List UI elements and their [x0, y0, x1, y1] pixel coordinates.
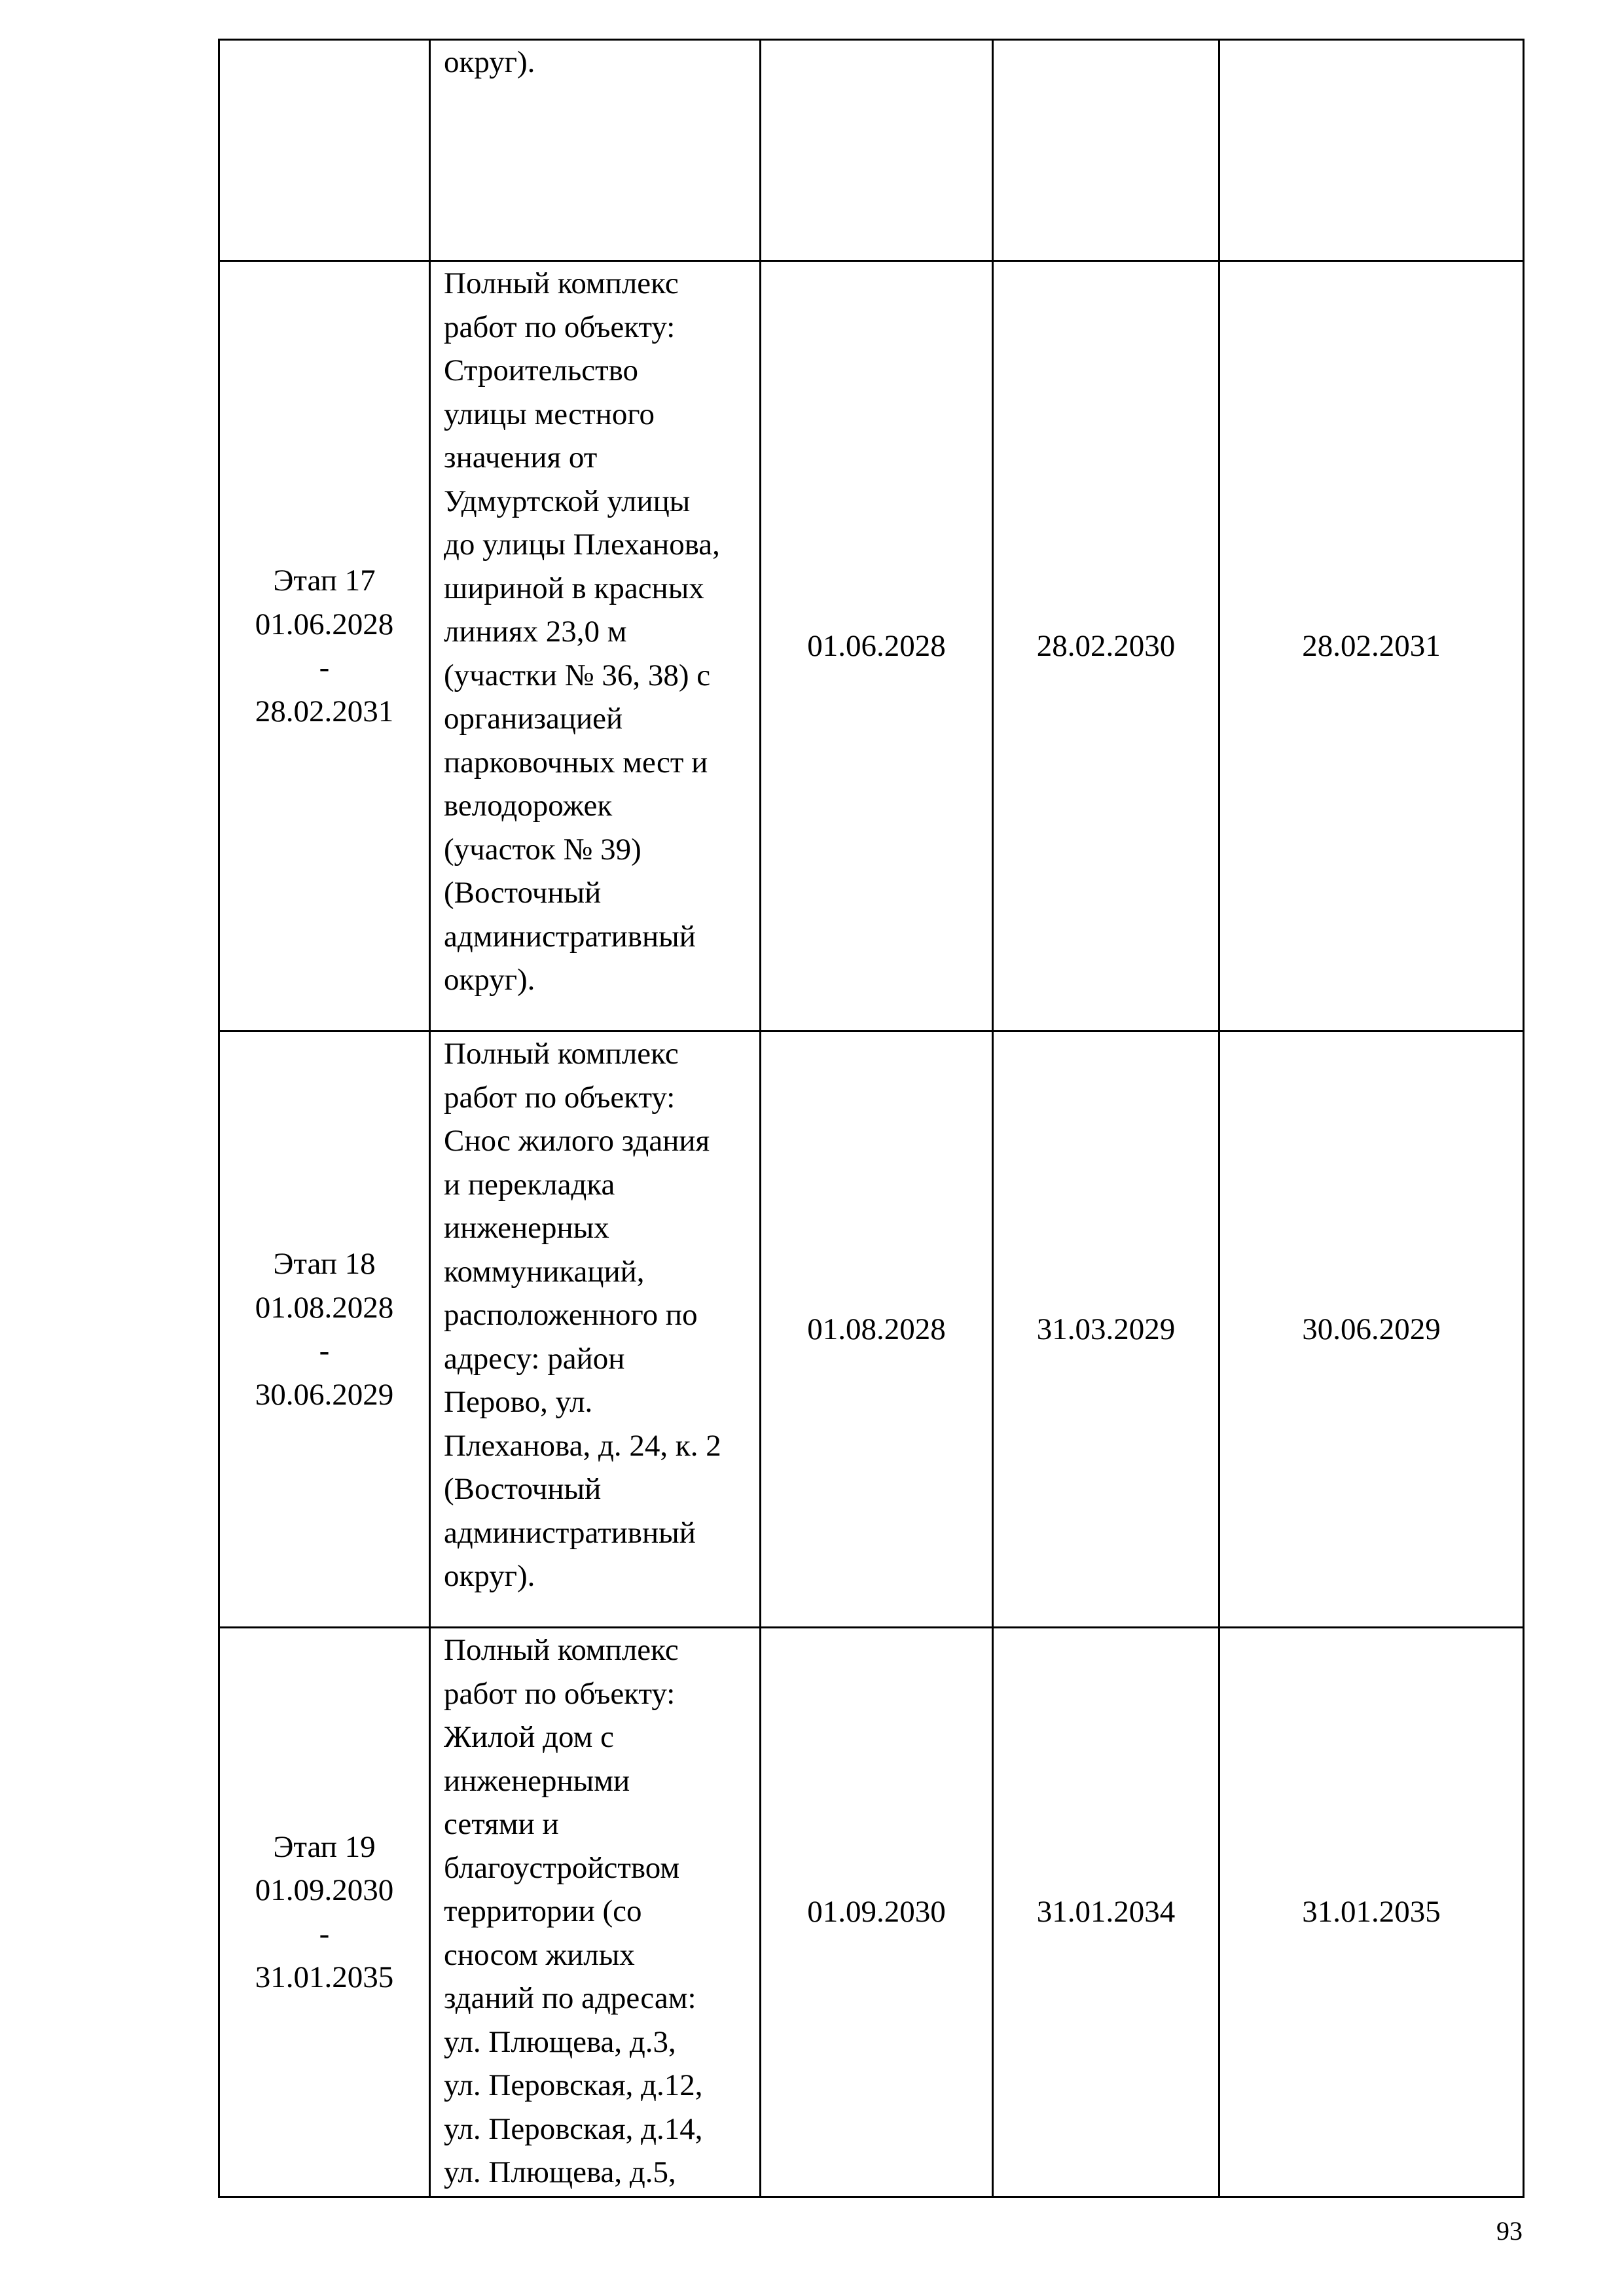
- stage-dash: -: [319, 1916, 330, 1951]
- final-date-cell: 28.02.2031: [1219, 261, 1524, 1031]
- stage-title: Этап 18: [273, 1247, 376, 1281]
- stage-end-date: 28.02.2031: [255, 694, 394, 728]
- table-row: [219, 40, 1524, 261]
- completion-date-cell: 31.03.2029: [993, 1031, 1219, 1628]
- page-number: 93: [1496, 2216, 1523, 2246]
- start-date-cell: 01.08.2028: [761, 1031, 993, 1628]
- final-date-cell: 31.01.2035: [1219, 1628, 1524, 2197]
- completion-date-cell: [993, 40, 1219, 261]
- stage-end-date: 31.01.2035: [255, 1960, 394, 1994]
- stage-title: Этап 19: [273, 1829, 376, 1864]
- stage-title: Этап 17: [273, 564, 376, 598]
- stage-cell: [219, 261, 430, 1031]
- stage-cell: [219, 40, 430, 261]
- start-date-cell: 01.06.2028: [761, 261, 993, 1031]
- start-date-cell: [761, 40, 993, 261]
- stage-cell: [219, 1031, 430, 1628]
- stage-cell: [219, 1628, 430, 2197]
- stage-dash: -: [319, 651, 330, 685]
- stage-end-date: 30.06.2029: [255, 1377, 394, 1412]
- completion-date-cell: 28.02.2030: [993, 261, 1219, 1031]
- table-row: [219, 261, 1524, 1031]
- stage-start-date: 01.06.2028: [255, 607, 394, 641]
- stage-start-date: 01.08.2028: [255, 1290, 394, 1325]
- final-date-cell: 30.06.2029: [1219, 1031, 1524, 1628]
- final-date-cell: [1219, 40, 1524, 261]
- table-row: [219, 1628, 1524, 2197]
- stage-dash: -: [319, 1334, 330, 1368]
- completion-date-cell: 31.01.2034: [993, 1628, 1219, 2197]
- start-date-cell: 01.09.2030: [761, 1628, 993, 2197]
- stage-start-date: 01.09.2030: [255, 1873, 394, 1907]
- description-cell: округ).: [430, 40, 761, 261]
- schedule-table: [218, 39, 1525, 2198]
- description-cell: Полный комплекс работ по объекту: Строительство улицы местного значения от Удмуртской улицы до улицы Плеханова, шириной в красных линиях 23,0 м (участки № 36, 38) с организацией парковочных мест и велодорожек (участок № 39) (Восточный административный округ).: [430, 261, 761, 1031]
- table-row: [219, 1031, 1524, 1628]
- description-cell: Полный комплекс работ по объекту: Снос жилого здания и перекладка инженерных коммуникаций, расположенного по адресу: район Перово, ул. Плеханова, д. 24, к. 2 (Восточный административный округ).: [430, 1031, 761, 1628]
- description-cell: Полный комплекс работ по объекту: Жилой дом с инженерными сетями и благоустройством территории (со сносом жилых зданий по адресам: ул. Плющева, д.3, ул. Перовская, д.12, ул. Перовская, д.14, ул. Плющева, д.5,: [430, 1628, 761, 2197]
